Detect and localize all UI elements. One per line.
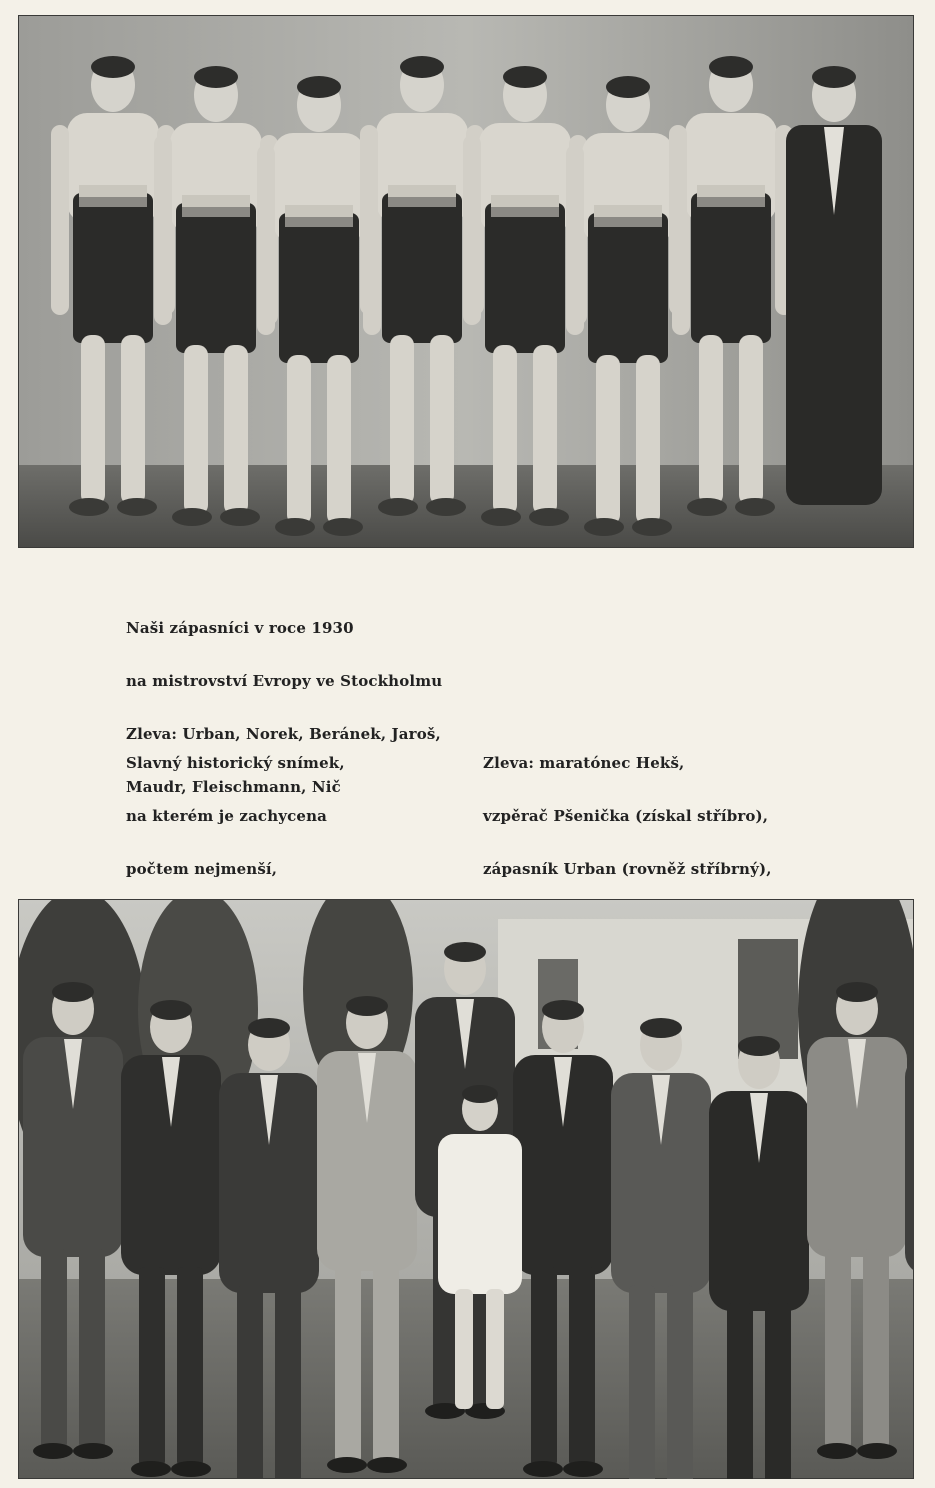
caption-line: Slavný historický snímek, (126, 754, 345, 773)
photo-olympic-team-1932-image (18, 899, 914, 1479)
caption-line: Zleva: maratónec Hekš, (483, 754, 685, 773)
photo-olympic-team-1932 (18, 899, 914, 1479)
caption-line: Maudr, Fleischmann, Nič (126, 777, 341, 796)
caption-line: na mistrovství Evropy ve Stockholmu (126, 671, 443, 690)
caption-line: Zleva: Urban, Norek, Beránek, Jaroš, (126, 724, 441, 743)
photo-wrestlers-1930 (18, 15, 914, 548)
caption-line: Naši zápasníci v roce 1930 (126, 619, 354, 638)
caption-line: počtem nejmenší, (126, 859, 278, 878)
caption-line: vzpěrač Pšenička (získal stříbro), (483, 806, 769, 825)
caption-line: na kterém je zachycena (126, 806, 328, 825)
caption-line: zápasník Urban (rovněž stříbrný), (483, 859, 772, 878)
photo-wrestlers-1930-image (18, 15, 914, 548)
person-coach (786, 66, 882, 505)
